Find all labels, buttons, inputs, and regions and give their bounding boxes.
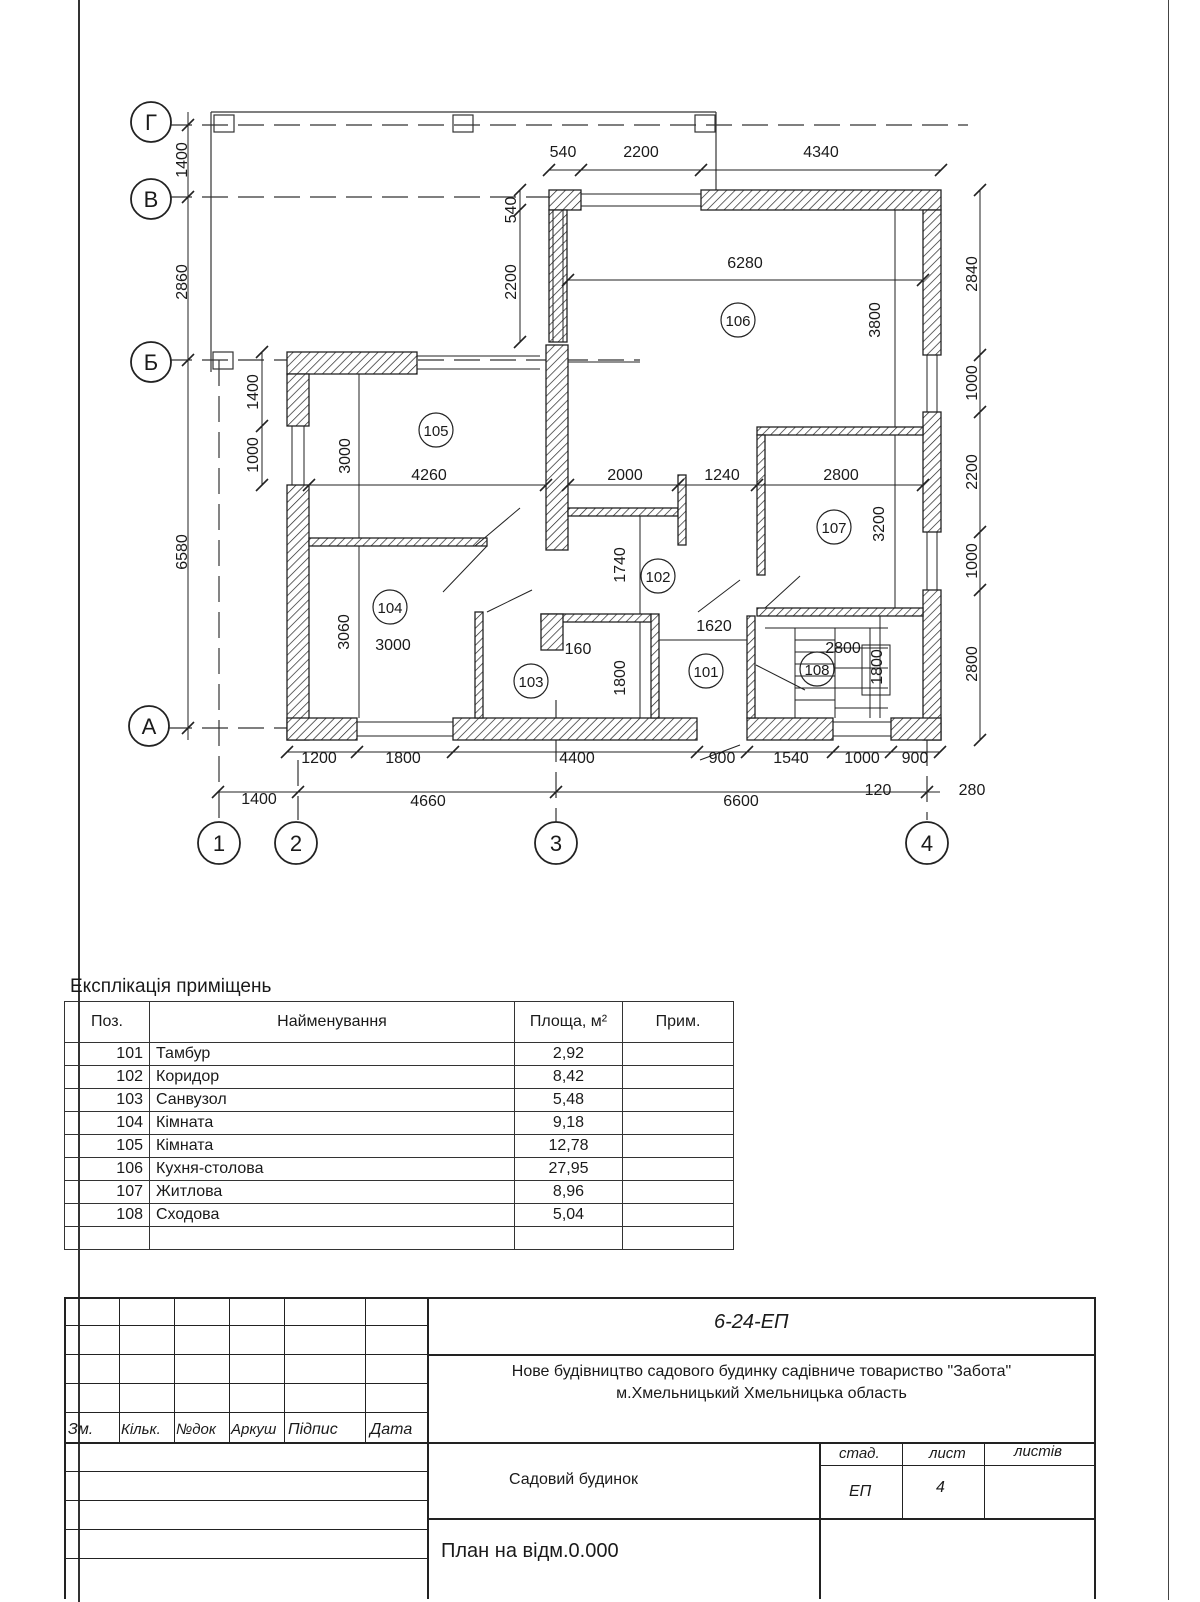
dim-int-6280: 6280 [727, 255, 763, 272]
cell-note [623, 1043, 734, 1066]
cell-name: Кімната [150, 1112, 515, 1135]
project-line-1: Нове будівництво садового будинку садівниче товариство "Забота" [511, 1363, 1012, 1380]
col-name: Найменування [150, 1002, 515, 1043]
table-row [65, 1089, 734, 1112]
cell-area: 8,96 [515, 1181, 623, 1204]
dim-int-160: 160 [564, 641, 592, 658]
axis-label-v: В [143, 187, 159, 212]
cell-area: 2,92 [515, 1043, 623, 1066]
axis-label-g: Г [145, 110, 157, 135]
cell-note [623, 1089, 734, 1112]
cell-note [623, 1135, 734, 1158]
cell-area: 27,95 [515, 1158, 623, 1181]
cell-note [623, 1181, 734, 1204]
stamp-col-sheet: Аркуш [231, 1421, 277, 1438]
cell-area: 5,04 [515, 1204, 623, 1227]
room-103: 103 [518, 674, 544, 691]
dim-mid-2200: 2200 [503, 264, 520, 300]
stage-value: ЕП [849, 1483, 872, 1500]
room-101: 101 [693, 664, 719, 681]
table-row [65, 1204, 734, 1227]
cell-area: 9,18 [515, 1112, 623, 1135]
dim-int-3000: 3000 [337, 438, 354, 474]
cell-pos: 104 [65, 1112, 150, 1135]
explication-title: Експлікація приміщень [70, 976, 272, 997]
dim-left-inner-1400: 1400 [245, 374, 262, 410]
cell-name: Коридор [150, 1066, 515, 1089]
room-104: 104 [377, 600, 403, 617]
dim-right-1000b: 1000 [964, 543, 981, 579]
table-row [65, 1112, 734, 1135]
cell-note [623, 1158, 734, 1181]
cell-pos: 107 [65, 1181, 150, 1204]
dim-left-1400: 1400 [174, 142, 191, 178]
dim-bottom2-1400: 1400 [241, 791, 277, 808]
sheet-code: 6-24-ЕП [714, 1311, 789, 1333]
cell-area: 8,42 [515, 1066, 623, 1089]
dim-bottom-900: 900 [708, 750, 736, 767]
dim-int-3800: 3800 [867, 302, 884, 338]
dim-bottom-1800: 1800 [385, 750, 421, 767]
axis-label-1: 1 [212, 831, 226, 856]
stamp-col-change: Зм. [68, 1421, 94, 1438]
cell-pos: 105 [65, 1135, 150, 1158]
title-block [64, 1297, 1096, 1599]
col-pos: Поз. [65, 1002, 150, 1043]
dim-int-1620: 1620 [696, 618, 732, 635]
col-note: Прим. [623, 1002, 734, 1043]
dim-int-3200: 3200 [871, 506, 888, 542]
dim-int-3060: 3060 [336, 614, 353, 650]
dim-bottom-900b: 900 [901, 750, 929, 767]
table-row [65, 1135, 734, 1158]
dim-bottom-4400: 4400 [559, 750, 595, 767]
table-row-empty [65, 1227, 734, 1250]
axis-label-4: 4 [920, 831, 934, 856]
dim-top-540: 540 [549, 144, 577, 161]
cell-name: Житлова [150, 1181, 515, 1204]
stage-label: стад. [839, 1445, 880, 1462]
explication-table [64, 1001, 734, 1250]
sheet-label: лист [929, 1445, 966, 1462]
dim-right-2800: 2800 [964, 646, 981, 682]
project-line-2: м.Хмельницький Хмельницька область [616, 1385, 907, 1402]
cell-area: 12,78 [515, 1135, 623, 1158]
cell-name: Сходова [150, 1204, 515, 1227]
dim-bottom-1540: 1540 [773, 750, 809, 767]
dim-left-6580: 6580 [174, 534, 191, 570]
dim-int-1240: 1240 [704, 467, 740, 484]
axis-label-b: Б [143, 350, 159, 375]
cell-pos: 108 [65, 1204, 150, 1227]
dim-int-2000: 2000 [607, 467, 643, 484]
cell-name: Кухня-столова [150, 1158, 515, 1181]
room-107: 107 [821, 520, 847, 537]
dim-int-3000b: 3000 [375, 637, 411, 654]
stamp-col-sign: Підпис [288, 1421, 338, 1438]
dim-int-4260: 4260 [411, 467, 447, 484]
dim-int-2800b: 2800 [825, 640, 861, 657]
table-row [65, 1158, 734, 1181]
dim-mid-540: 540 [503, 196, 520, 224]
dim-right-2200: 2200 [964, 454, 981, 490]
cell-note [623, 1204, 734, 1227]
dim-right-1000: 1000 [964, 365, 981, 401]
table-row [65, 1066, 734, 1089]
dim-bottom-1000: 1000 [844, 750, 880, 767]
dim-int-1800b: 1800 [869, 649, 886, 685]
room-105: 105 [423, 423, 449, 440]
table-row [65, 1181, 734, 1204]
room-108: 108 [804, 662, 830, 679]
drawing-name: План на відм.0.000 [441, 1540, 619, 1562]
dim-bottom-1200: 1200 [301, 750, 337, 767]
dim-bottom-280: 280 [958, 782, 986, 799]
dim-left-2860: 2860 [174, 264, 191, 300]
table-row [65, 1043, 734, 1066]
building-name: Садовий будинок [509, 1471, 638, 1488]
dim-right-2840: 2840 [964, 256, 981, 292]
cell-pos: 103 [65, 1089, 150, 1112]
room-106: 106 [725, 313, 751, 330]
cell-note [623, 1112, 734, 1135]
axis-label-a: А [141, 714, 157, 739]
axis-label-3: 3 [549, 831, 563, 856]
col-area: Площа, м² [515, 1002, 623, 1043]
cell-name: Санвузол [150, 1089, 515, 1112]
stamp-col-doc: №док [176, 1421, 216, 1438]
cell-area: 5,48 [515, 1089, 623, 1112]
dim-bottom2-6600: 6600 [723, 793, 759, 810]
room-102: 102 [645, 569, 671, 586]
dim-top-4340: 4340 [803, 144, 839, 161]
dim-int-1800: 1800 [612, 660, 629, 696]
stamp-col-date: Дата [370, 1421, 413, 1438]
dim-int-2800: 2800 [823, 467, 859, 484]
cell-name: Кімната [150, 1135, 515, 1158]
cell-pos: 101 [65, 1043, 150, 1066]
stamp-col-count: Кільк. [121, 1421, 161, 1438]
dim-bottom2-4660: 4660 [410, 793, 446, 810]
cell-pos: 102 [65, 1066, 150, 1089]
cell-name: Тамбур [150, 1043, 515, 1066]
dim-bottom-120: 120 [864, 782, 892, 799]
cell-pos: 106 [65, 1158, 150, 1181]
dim-top-2200: 2200 [623, 144, 659, 161]
sheets-label: листів [1014, 1443, 1062, 1460]
walls [287, 190, 941, 740]
dim-int-1740: 1740 [612, 547, 629, 583]
explication-header-row [65, 1002, 734, 1043]
axis-label-2: 2 [289, 831, 303, 856]
cell-note [623, 1066, 734, 1089]
sheet-value: 4 [936, 1479, 945, 1496]
dim-left-inner-1000: 1000 [245, 437, 262, 473]
